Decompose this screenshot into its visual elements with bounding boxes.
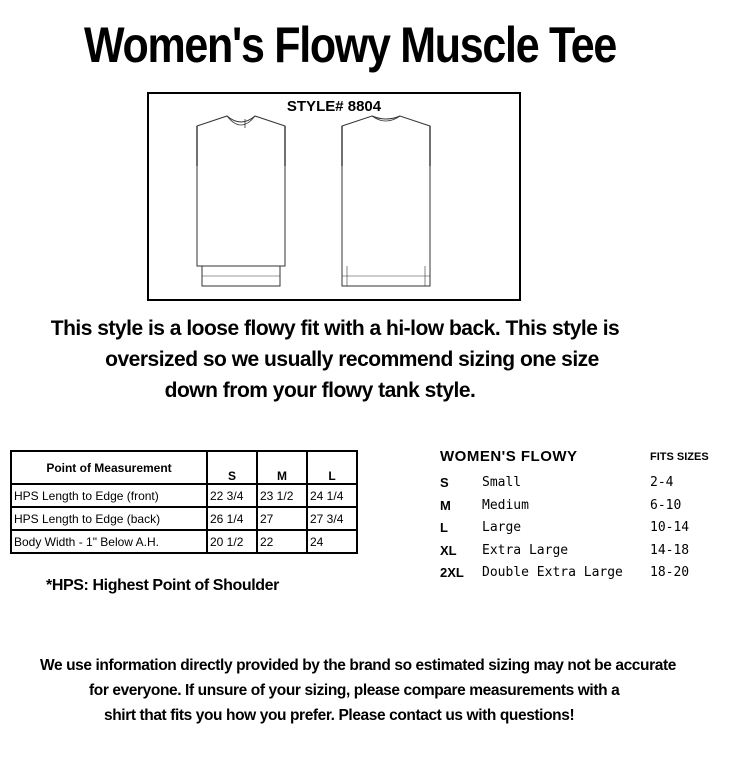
table-header-row [11,451,357,484]
hps-footnote: *HPS: Highest Point of Shoulder [46,577,279,594]
description-line: This style is a loose flowy fit with a hi-low back. This style is [50,317,620,340]
size-fits: 18-20 [650,565,690,580]
table-cell: 27 3/4 [307,507,357,530]
size-name: Small [482,475,522,490]
tee-flat-sketch [149,94,519,299]
size-chart-title: WOMEN'S FLOWY [440,448,578,465]
size-chart [440,445,740,588]
disclaimer-line: shirt that fits you how you prefer. Please contact us with questions! [104,707,575,724]
table-row [11,507,357,530]
tee-back-view [342,116,430,286]
column-header: M [257,451,307,484]
size-code: XL [440,542,457,558]
table-cell: 22 [257,530,307,553]
size-name: Double Extra Large [482,565,623,580]
size-name: Extra Large [482,542,569,558]
table-cell: 26 1/4 [207,507,257,530]
page-title: Women's Flowy Muscle Tee [83,17,617,73]
disclaimer-line: We use information directly provided by the brand so estimated sizing may not be accurate [40,657,676,674]
size-row [440,520,740,543]
column-header: Point of Measurement [11,451,207,484]
size-fits: 6-10 [650,497,682,513]
table-row [11,484,357,507]
size-row [440,498,740,521]
size-name: Medium [482,497,529,513]
fits-sizes-header: FITS SIZES [650,451,709,463]
size-fits: 14-18 [650,542,690,558]
garment-sketch-panel [147,92,521,301]
size-code: 2XL [440,565,464,580]
size-name: Large [482,520,522,535]
table-cell: 24 [307,530,357,553]
style-description [30,313,670,406]
table-cell: HPS Length to Edge (front) [11,484,207,507]
size-fits: 2-4 [650,475,674,490]
size-row [440,565,740,588]
table-cell: HPS Length to Edge (back) [11,507,207,530]
table-cell: 23 1/2 [257,484,307,507]
size-code: M [440,497,451,513]
size-code: S [440,475,449,490]
column-header: L [307,451,357,484]
size-row [440,543,740,566]
table-cell: 24 1/4 [307,484,357,507]
size-row [440,475,740,498]
size-fits: 10-14 [650,520,690,535]
size-code: L [440,520,448,535]
table-cell: 20 1/2 [207,530,257,553]
description-line: oversized so we usually recommend sizing one size [105,348,599,371]
style-number-label: STYLE# 8804 [286,98,382,115]
size-chart-header [440,445,740,475]
table-cell: 27 [257,507,307,530]
table-cell: 22 3/4 [207,484,257,507]
disclaimer-line: for everyone. If unsure of your sizing, please compare measurements with a [89,682,620,699]
sizing-disclaimer [0,653,751,728]
description-line: down from your flowy tank style. [164,379,476,402]
column-header: S [207,451,257,484]
table-cell: Body Width - 1" Below A.H. [11,530,207,553]
measurement-table [10,450,358,554]
tee-front-view [197,116,285,286]
table-row [11,530,357,553]
